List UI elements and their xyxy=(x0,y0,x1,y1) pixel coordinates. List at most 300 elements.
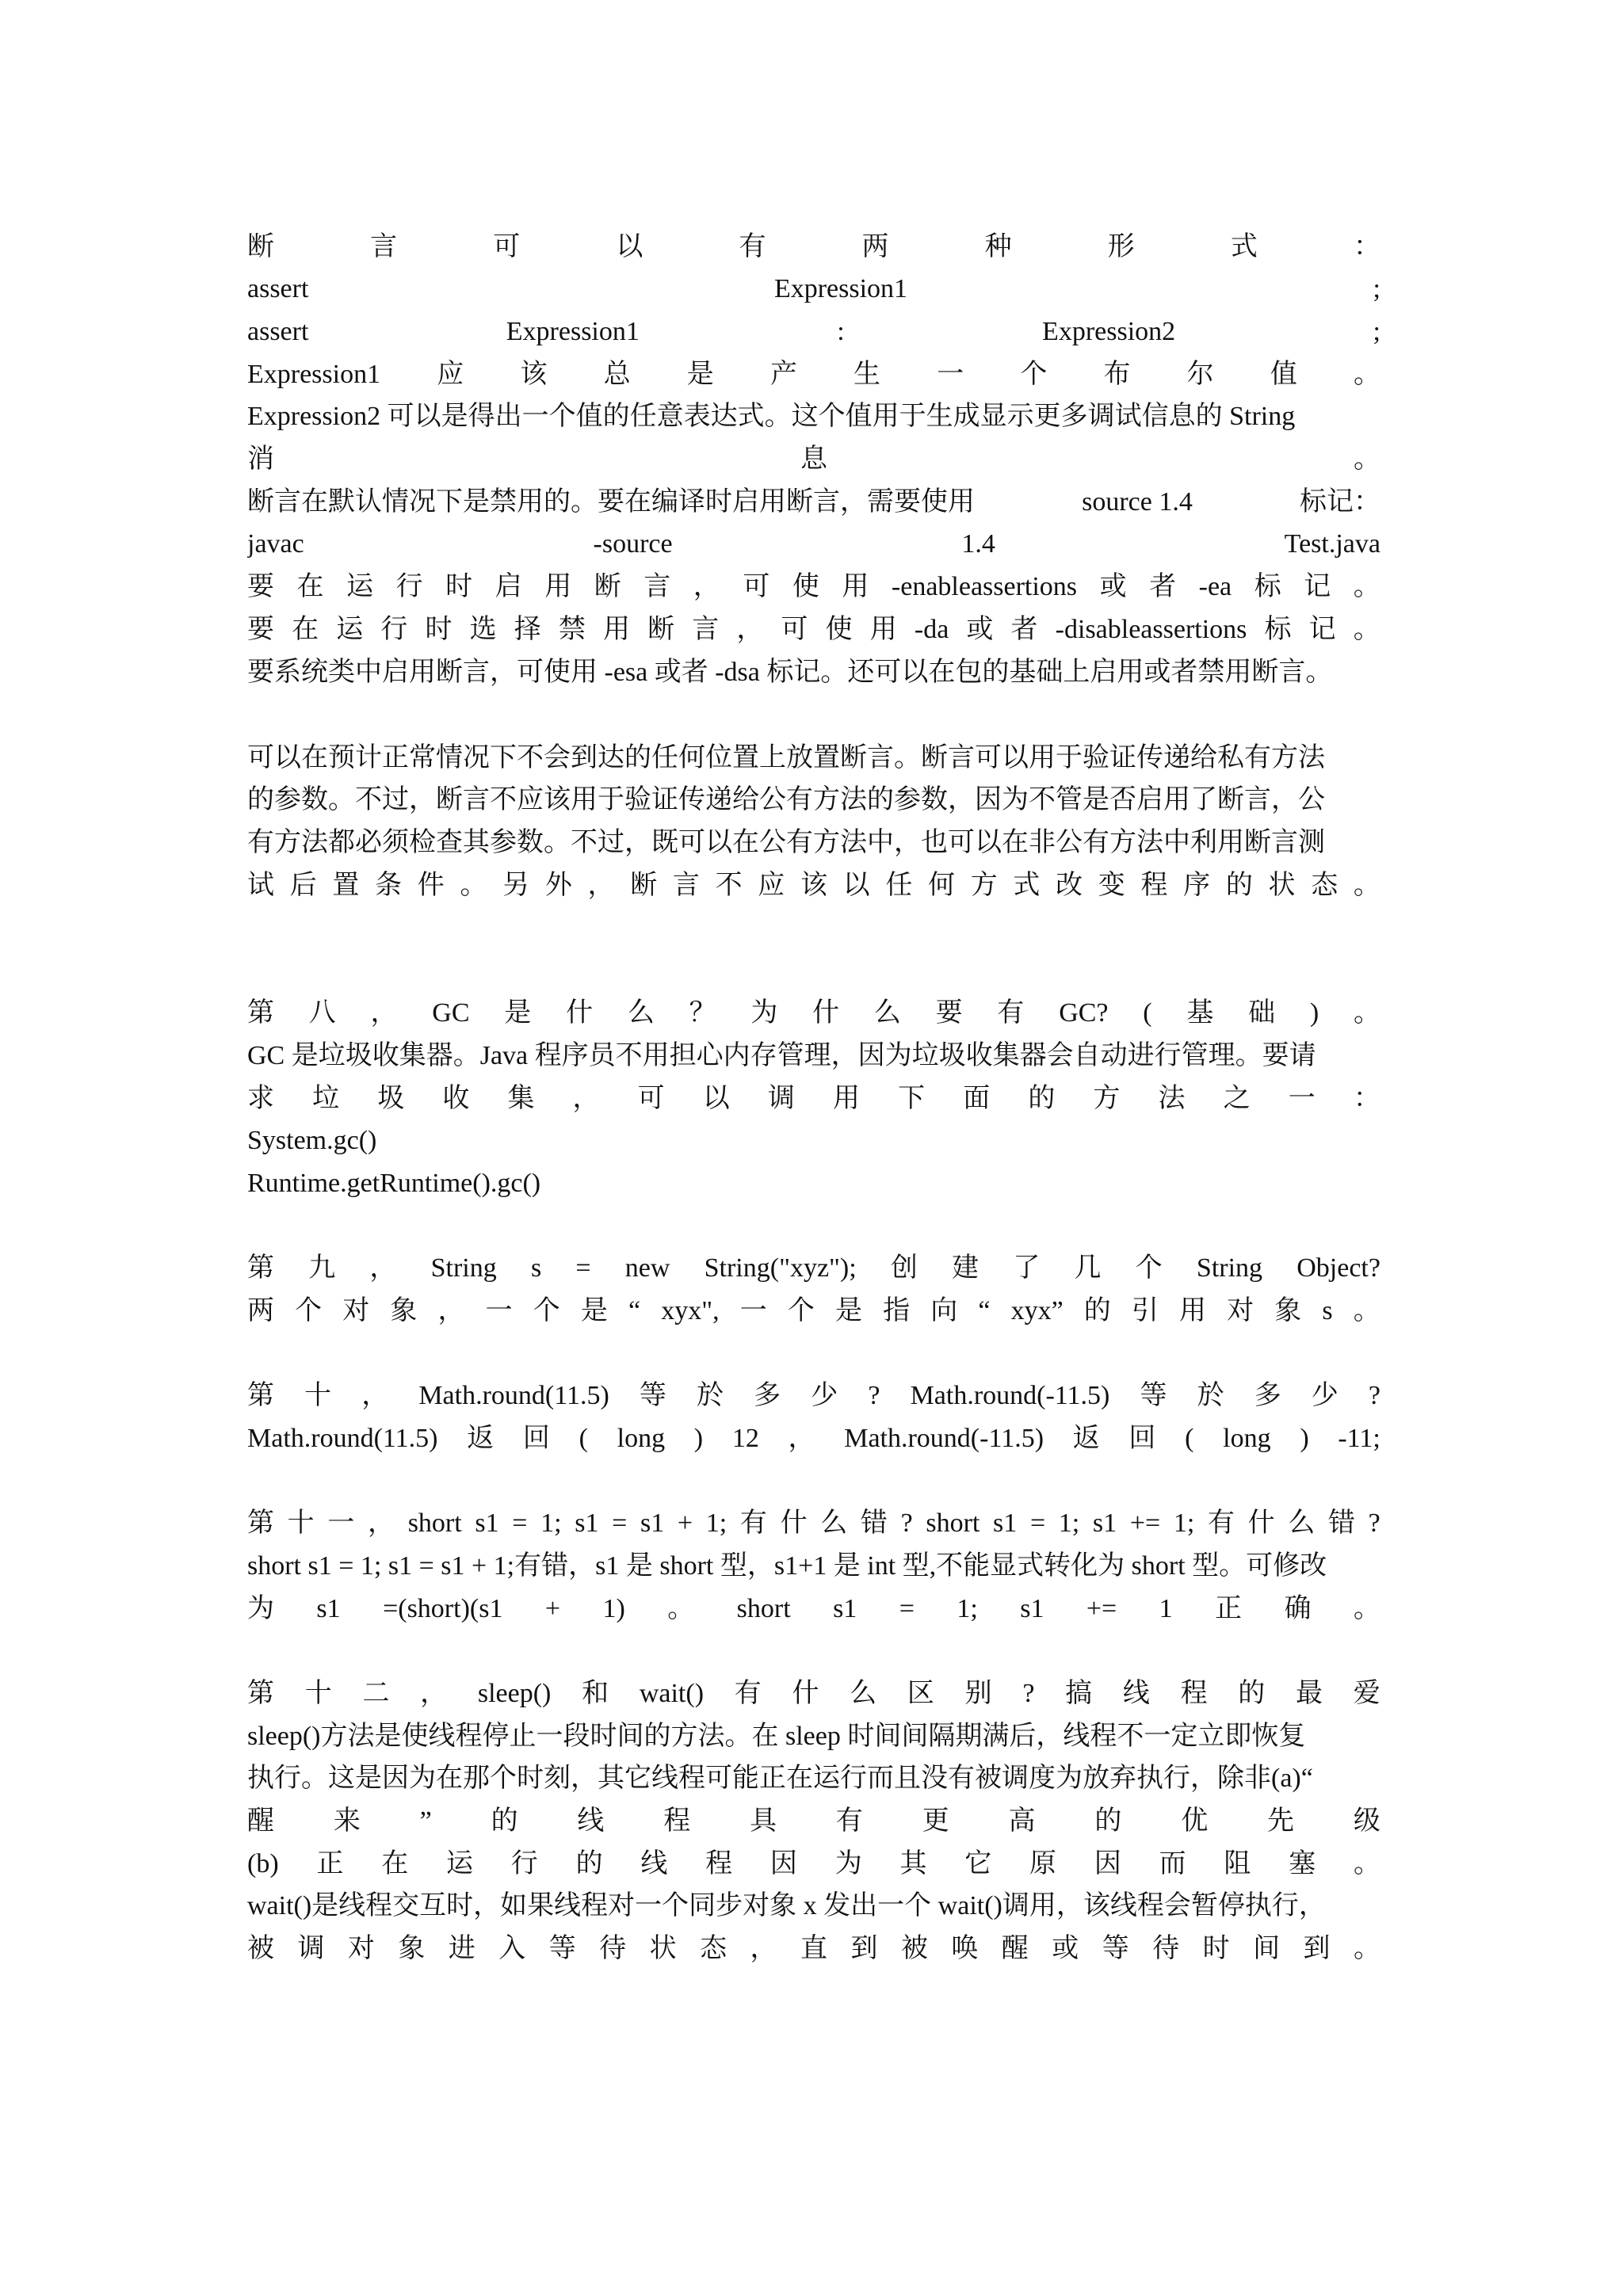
text-segment: 产 xyxy=(769,360,797,389)
text-segment: 确 xyxy=(1284,1594,1312,1623)
text-segment: 被 xyxy=(900,1934,928,1963)
text-segment: 式 xyxy=(1013,871,1041,900)
text-segment: 一 xyxy=(485,1296,513,1325)
text-segment: 个 xyxy=(1020,360,1048,389)
text-segment: 。 xyxy=(1353,1594,1381,1623)
text-segment: 后 xyxy=(289,871,317,900)
text-segment: 有 xyxy=(1207,1508,1235,1538)
text-segment: 断 xyxy=(630,871,658,900)
text-segment: s1 xyxy=(575,1508,599,1538)
text-segment: ? xyxy=(1022,1679,1035,1708)
text-segment: 最 xyxy=(1296,1679,1323,1708)
text-segment: ? xyxy=(868,1381,880,1410)
text-segment: wait()是线程交互时，如果线程对一个同步对象 x 发出一个 wait()调用，该线程会暂停执行， xyxy=(247,1891,1326,1920)
text-segment: 行 xyxy=(380,615,408,644)
text-segment: “ xyxy=(978,1296,991,1325)
text-segment: 区 xyxy=(907,1679,934,1708)
text-segment: 了 xyxy=(1013,1253,1041,1283)
text-segment: 个 xyxy=(1135,1253,1163,1283)
text-segment: 醒 xyxy=(1001,1934,1029,1963)
text-segment: 1; xyxy=(1058,1508,1080,1538)
text-segment: ： xyxy=(1353,232,1381,261)
text-segment: 间 xyxy=(1253,1934,1281,1963)
text-segment: s1 xyxy=(475,1508,499,1538)
text-segment: 可以在预计正常情况下不会到达的任何位置上放置断言。断言可以用于验证传递给私有方法 xyxy=(247,743,1325,772)
text-segment: short xyxy=(407,1508,462,1538)
text-segment: s1 xyxy=(1020,1594,1044,1623)
text-segment: ， xyxy=(572,1084,600,1113)
text-segment: 求 xyxy=(247,1084,274,1113)
text-segment: 1; xyxy=(957,1594,978,1623)
text-segment: 等 xyxy=(548,1934,576,1963)
text-line xyxy=(247,651,1381,694)
text-segment: 的 xyxy=(1225,871,1253,900)
text-segment: 更 xyxy=(922,1806,949,1836)
text-line xyxy=(247,1247,1381,1290)
text-segment: 或 xyxy=(1099,572,1127,601)
text-segment: Expression1 xyxy=(247,360,381,389)
text-segment: 使 xyxy=(825,615,853,644)
text-segment: 待 xyxy=(599,1934,627,1963)
text-segment: 到 xyxy=(1303,1934,1331,1963)
text-segment: s xyxy=(530,1253,542,1283)
text-segment: assert xyxy=(247,274,309,303)
text-segment: long xyxy=(1223,1424,1271,1453)
text-segment: wait() xyxy=(639,1679,705,1708)
text-segment: ) xyxy=(1300,1424,1309,1453)
text-segment: 程 xyxy=(663,1806,691,1836)
text-segment: ？ xyxy=(689,998,716,1028)
text-segment: 於 xyxy=(1197,1381,1224,1410)
text-segment: 其 xyxy=(899,1849,927,1878)
text-segment: ， xyxy=(368,1508,395,1538)
text-segment: 爱 xyxy=(1353,1679,1381,1708)
text-segment: 时 xyxy=(1202,1934,1230,1963)
text-segment: 返 xyxy=(1072,1424,1100,1453)
text-segment: : xyxy=(837,317,845,346)
text-segment: 言 xyxy=(643,572,671,601)
text-line xyxy=(247,481,1381,524)
text-line xyxy=(247,1035,1381,1077)
text-segment: 唤 xyxy=(951,1934,979,1963)
text-segment: 总 xyxy=(603,360,631,389)
text-segment: + xyxy=(544,1594,561,1623)
text-segment: ， xyxy=(437,1296,465,1325)
text-line xyxy=(247,1162,1381,1205)
text-segment: 何 xyxy=(928,871,955,900)
text-segment: 一 xyxy=(739,1296,767,1325)
text-segment: 1) xyxy=(602,1594,625,1623)
text-segment: short s1 = 1; s1 = s1 + 1;有错，s1 是 short 型，s1+1 是 int 型,不能显式转化为 short 型。可修改 xyxy=(247,1551,1327,1581)
text-segment: = xyxy=(512,1508,528,1538)
text-segment: Runtime.getRuntime().gc() xyxy=(247,1169,541,1198)
text-segment: Math.round(11.5) xyxy=(418,1381,609,1410)
text-segment: 言 xyxy=(692,615,720,644)
text-segment: 改 xyxy=(1056,871,1083,900)
text-segment: 基 xyxy=(1186,998,1214,1028)
text-segment: 集 xyxy=(507,1084,535,1113)
text-segment: 试 xyxy=(247,871,274,900)
text-segment: 面 xyxy=(963,1084,991,1113)
text-segment: 。 xyxy=(1354,444,1381,474)
text-line xyxy=(247,1502,1381,1545)
text-segment: 的 xyxy=(1028,1084,1056,1113)
text-segment: 断 xyxy=(647,615,675,644)
text-line xyxy=(247,1375,1381,1417)
text-segment: 件 xyxy=(417,871,445,900)
text-segment: 在 xyxy=(381,1849,409,1878)
text-segment: 行 xyxy=(395,572,423,601)
text-segment: 等 xyxy=(1102,1934,1129,1963)
text-segment: s1 xyxy=(316,1594,341,1623)
text-segment: 12 xyxy=(731,1424,759,1453)
text-segment: 十 xyxy=(287,1508,315,1538)
text-segment: 向 xyxy=(930,1296,958,1325)
text-segment: 时 xyxy=(445,572,473,601)
text-segment: 。 xyxy=(1354,998,1381,1028)
text-segment: 为 xyxy=(834,1849,862,1878)
text-segment: 么 xyxy=(873,998,901,1028)
text-segment: 阻 xyxy=(1224,1849,1251,1878)
text-segment: 下 xyxy=(898,1084,926,1113)
text-segment: 以 xyxy=(842,871,870,900)
text-segment: ， xyxy=(788,1424,815,1453)
text-segment: 标 xyxy=(1254,572,1281,601)
text-segment: 。 xyxy=(1353,1934,1381,1963)
text-segment: 行 xyxy=(510,1849,538,1878)
text-segment: ? xyxy=(900,1508,913,1538)
text-segment: 1.4 xyxy=(961,529,995,559)
text-segment: 用 xyxy=(842,572,869,601)
text-segment: += xyxy=(1129,1508,1161,1538)
text-segment: 对 xyxy=(1227,1296,1254,1325)
text-segment: javac xyxy=(247,529,304,559)
text-segment: 进 xyxy=(448,1934,475,1963)
text-segment: s xyxy=(1322,1296,1333,1325)
text-segment: 象 xyxy=(390,1296,418,1325)
text-segment: ， xyxy=(370,998,398,1028)
text-segment: 错 xyxy=(860,1508,888,1538)
text-segment: 两 xyxy=(247,1296,274,1325)
text-segment: 。 xyxy=(460,871,487,900)
text-segment: 么 xyxy=(627,998,655,1028)
text-segment: 什 xyxy=(792,1679,819,1708)
text-segment: GC xyxy=(432,998,470,1028)
text-segment: 第 xyxy=(247,1679,274,1708)
text-segment: 么 xyxy=(1288,1508,1316,1538)
text-segment: 等 xyxy=(639,1381,666,1410)
text-segment: 为 xyxy=(750,998,778,1028)
text-segment: 一 xyxy=(1288,1084,1316,1113)
text-segment: 到 xyxy=(850,1934,878,1963)
text-segment: 的 xyxy=(1094,1806,1122,1836)
text-segment: + xyxy=(677,1508,693,1538)
text-segment: 的参数。不过，断言不应该用于验证传递给公有方法的参数，因为不管是否启用了断言，公 xyxy=(247,785,1325,814)
text-segment: String xyxy=(1196,1253,1263,1283)
text-segment: 或 xyxy=(966,615,994,644)
text-segment: 应 xyxy=(437,360,464,389)
text-segment: ; xyxy=(1373,317,1381,346)
text-segment: 等 xyxy=(1140,1381,1167,1410)
text-line xyxy=(247,1715,1381,1758)
text-line xyxy=(247,822,1381,864)
text-line xyxy=(247,353,1381,396)
text-segment: 程 xyxy=(705,1849,733,1878)
text-segment: 第 xyxy=(247,1381,274,1410)
text-segment: 八 xyxy=(308,998,336,1028)
text-segment: 1; xyxy=(1173,1508,1195,1538)
text-segment: s1 xyxy=(833,1594,857,1623)
text-segment: 可 xyxy=(493,232,521,261)
text-segment: 象 xyxy=(1274,1296,1302,1325)
text-segment: ) xyxy=(1309,998,1319,1028)
text-segment: 有 xyxy=(997,998,1025,1028)
text-segment: 执行。这是因为在那个时刻，其它线程可能正在运行而且没有被调度为放弃执行，除非(a)“ xyxy=(247,1764,1313,1793)
text-segment: 言 xyxy=(672,871,700,900)
text-segment: 可 xyxy=(743,572,770,601)
text-segment: 是 xyxy=(834,1296,862,1325)
text-segment: ( xyxy=(1143,998,1152,1028)
text-segment: 回 xyxy=(1128,1424,1156,1453)
text-segment: 什 xyxy=(812,998,840,1028)
text-line xyxy=(247,608,1381,651)
text-segment: 任 xyxy=(885,871,913,900)
text-segment: 。 xyxy=(667,1594,695,1623)
text-segment: ， xyxy=(693,572,720,601)
text-segment: 有方法都必须检查其参数。不过，既可以在公有方法中，也可以在非公有方法中利用断言测 xyxy=(247,828,1325,857)
text-segment: += xyxy=(1086,1594,1117,1623)
text-segment: 正 xyxy=(1215,1594,1243,1623)
text-segment: -enableassertions xyxy=(891,572,1078,601)
text-segment: 以 xyxy=(702,1084,730,1113)
text-segment: 调 xyxy=(297,1934,325,1963)
text-segment: 收 xyxy=(442,1084,470,1113)
text-segment: 1; xyxy=(705,1508,727,1538)
text-segment: 置 xyxy=(332,871,360,900)
text-segment: 待 xyxy=(1152,1934,1180,1963)
text-segment: xyx", xyxy=(661,1296,720,1325)
text-segment: 可 xyxy=(637,1084,665,1113)
text-segment: 记 xyxy=(1304,572,1331,601)
text-segment: 1 xyxy=(1159,1594,1173,1623)
text-segment: 先 xyxy=(1267,1806,1295,1836)
text-segment: 方 xyxy=(970,871,998,900)
text-segment: 对 xyxy=(342,1296,370,1325)
text-segment: 应 xyxy=(758,871,785,900)
text-segment: s1 xyxy=(1092,1508,1117,1538)
text-segment: 么 xyxy=(850,1679,877,1708)
text-segment: 择 xyxy=(514,615,541,644)
text-segment: 为 xyxy=(247,1594,274,1623)
text-segment: 不 xyxy=(715,871,743,900)
text-segment: 生 xyxy=(854,360,881,389)
text-segment: Test.java xyxy=(1284,529,1381,559)
text-segment: -11; xyxy=(1338,1424,1381,1453)
text-segment: ? xyxy=(1368,1381,1381,1410)
text-segment: 标记： xyxy=(1300,487,1381,517)
text-segment: 尔 xyxy=(1186,360,1214,389)
text-line xyxy=(247,1843,1381,1886)
text-segment: 断 xyxy=(247,232,274,261)
text-segment: 布 xyxy=(1103,360,1131,389)
text-segment: 息 xyxy=(800,444,827,474)
text-segment: 正 xyxy=(316,1849,344,1878)
text-segment: 记 xyxy=(1308,615,1336,644)
text-segment: 。 xyxy=(1353,871,1381,900)
text-segment: 用 xyxy=(544,572,572,601)
text-segment: 序 xyxy=(1183,871,1211,900)
text-line xyxy=(247,1588,1381,1630)
text-segment: Math.round(-11.5) xyxy=(844,1424,1044,1453)
text-segment: 值 xyxy=(1270,360,1297,389)
text-segment: 运 xyxy=(336,615,364,644)
text-segment: 在 xyxy=(296,572,324,601)
text-segment: ： xyxy=(1353,1084,1381,1113)
text-segment: 有 xyxy=(734,1679,762,1708)
text-segment: String("xyz"); xyxy=(704,1253,857,1283)
text-segment: 几 xyxy=(1074,1253,1102,1283)
text-segment: 创 xyxy=(890,1253,918,1283)
text-segment: 它 xyxy=(964,1849,992,1878)
text-segment: 有 xyxy=(739,1508,767,1538)
text-segment: ， xyxy=(420,1679,448,1708)
text-segment: 的 xyxy=(491,1806,518,1836)
text-line xyxy=(247,1757,1381,1800)
text-segment: 於 xyxy=(697,1381,724,1410)
text-segment: 是 xyxy=(580,1296,608,1325)
text-segment: 以 xyxy=(616,232,643,261)
text-segment: = xyxy=(612,1508,628,1538)
text-segment: 醒 xyxy=(247,1806,274,1836)
text-segment: 垃 xyxy=(312,1084,340,1113)
text-segment: 圾 xyxy=(377,1084,405,1113)
text-segment: 而 xyxy=(1159,1849,1186,1878)
text-segment: 态 xyxy=(1311,871,1338,900)
text-segment: -disableassertions xyxy=(1055,615,1247,644)
text-segment: = xyxy=(575,1253,591,1283)
text-segment: 可 xyxy=(781,615,808,644)
text-line xyxy=(247,1290,1381,1333)
text-segment: 九 xyxy=(308,1253,336,1283)
text-segment: 1; xyxy=(540,1508,562,1538)
text-segment: 线 xyxy=(577,1806,605,1836)
text-segment: 础 xyxy=(1248,998,1276,1028)
text-segment: 的 xyxy=(575,1849,603,1878)
text-segment: Math.round(-11.5) xyxy=(910,1381,1110,1410)
text-segment: 一 xyxy=(327,1508,355,1538)
text-line xyxy=(247,566,1381,608)
text-segment: -da xyxy=(914,615,949,644)
text-line xyxy=(247,1672,1381,1715)
text-line xyxy=(247,438,1381,481)
text-segment: 用 xyxy=(603,615,630,644)
text-segment: 。 xyxy=(1353,1849,1381,1878)
text-segment: Expression1 xyxy=(506,317,640,346)
text-segment: Expression1 xyxy=(773,274,908,303)
text-segment: 用 xyxy=(832,1084,860,1113)
text-segment: 条 xyxy=(375,871,403,900)
text-segment: 什 xyxy=(566,998,594,1028)
text-segment: 程 xyxy=(1180,1679,1208,1708)
text-segment: 形 xyxy=(1107,232,1135,261)
text-segment: 有 xyxy=(739,232,766,261)
text-segment: 是 xyxy=(504,998,532,1028)
text-segment: 要系统类中启用断言，可使用 -esa 或者 -dsa 标记。还可以在包的基础上启用或者禁用断言。 xyxy=(247,658,1333,687)
text-segment: source 1.4 xyxy=(1082,487,1193,517)
text-segment: 使 xyxy=(792,572,819,601)
text-segment: 入 xyxy=(498,1934,526,1963)
text-line xyxy=(247,864,1381,907)
text-line xyxy=(247,779,1381,822)
text-segment: 别 xyxy=(964,1679,992,1708)
text-segment: 要 xyxy=(247,572,274,601)
text-segment: s1 xyxy=(640,1508,665,1538)
text-segment: 什 xyxy=(1247,1508,1275,1538)
text-line xyxy=(247,992,1381,1035)
text-segment: 程 xyxy=(1140,871,1168,900)
text-segment: short xyxy=(736,1594,791,1623)
text-segment: 该 xyxy=(800,871,827,900)
text-segment: ? xyxy=(1368,1508,1381,1538)
text-segment: 。 xyxy=(1353,572,1381,601)
text-segment: 引 xyxy=(1131,1296,1159,1325)
text-segment: 种 xyxy=(984,232,1012,261)
text-segment: 禁 xyxy=(558,615,586,644)
text-segment: 两 xyxy=(861,232,889,261)
text-segment: 外 xyxy=(544,871,572,900)
text-segment: 运 xyxy=(346,572,374,601)
text-segment: 具 xyxy=(750,1806,777,1836)
text-segment: 什 xyxy=(780,1508,808,1538)
text-line xyxy=(247,1885,1381,1928)
text-segment: ， xyxy=(587,871,615,900)
text-segment: GC? xyxy=(1059,998,1109,1028)
text-segment: 态 xyxy=(700,1934,727,1963)
text-segment: ( xyxy=(579,1424,588,1453)
text-segment: 之 xyxy=(1223,1084,1251,1113)
text-segment: 返 xyxy=(467,1424,495,1453)
text-line xyxy=(247,523,1381,566)
text-segment: 原 xyxy=(1029,1849,1057,1878)
text-segment: 断言在默认情况下是禁用的。要在编译时启用断言，需要使用 xyxy=(247,487,975,517)
text-segment: xyx” xyxy=(1010,1296,1064,1325)
text-segment: 要 xyxy=(247,615,274,644)
text-segment: “ xyxy=(628,1296,641,1325)
text-segment: 在 xyxy=(292,615,319,644)
text-segment: 的 xyxy=(1083,1296,1111,1325)
text-segment: 多 xyxy=(754,1381,781,1410)
text-segment: 直 xyxy=(800,1934,827,1963)
text-segment: 第 xyxy=(247,1508,274,1538)
text-segment: 建 xyxy=(952,1253,980,1283)
text-segment: String xyxy=(430,1253,497,1283)
text-segment: 二 xyxy=(362,1679,390,1708)
text-segment: System.gc() xyxy=(247,1126,377,1155)
text-segment: ， xyxy=(750,1934,777,1963)
text-segment: assert xyxy=(247,317,309,346)
text-segment: ， xyxy=(736,615,764,644)
text-line xyxy=(247,737,1381,780)
text-segment: 线 xyxy=(640,1849,668,1878)
text-segment: = xyxy=(1029,1508,1046,1538)
text-segment: Object? xyxy=(1296,1253,1381,1283)
text-segment: Expression2 xyxy=(1042,317,1176,346)
text-line xyxy=(247,226,1381,269)
text-segment: s1 xyxy=(993,1508,1018,1538)
text-segment: 运 xyxy=(446,1849,473,1878)
text-segment: 法 xyxy=(1158,1084,1186,1113)
text-segment: Math.round(11.5) xyxy=(247,1424,438,1453)
